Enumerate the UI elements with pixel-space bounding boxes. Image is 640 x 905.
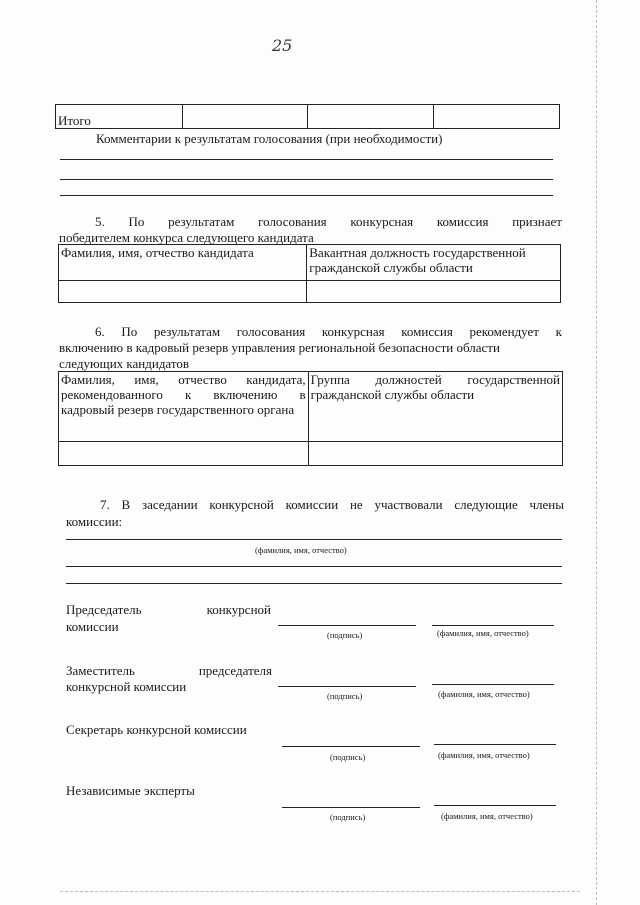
section7-paragraph-line2: комиссии: bbox=[66, 514, 123, 529]
section5-paragraph-line2: победителем конкурса следующего кандидата bbox=[59, 230, 314, 245]
section7-paragraph-line1 bbox=[100, 497, 564, 512]
signature-hint: (подпись) bbox=[330, 752, 366, 762]
absent-member-line bbox=[66, 539, 562, 540]
word: голосования bbox=[258, 214, 327, 229]
comment-line bbox=[60, 159, 553, 160]
winner-position-cell bbox=[307, 281, 561, 303]
absent-member-line bbox=[66, 583, 562, 584]
word: комиссии bbox=[285, 497, 339, 512]
word: По bbox=[121, 324, 138, 339]
word: 6. bbox=[95, 324, 105, 339]
deputy-role-line2: конкурсной комиссии bbox=[66, 679, 187, 694]
word: 7. bbox=[100, 497, 110, 512]
totals-table bbox=[55, 104, 560, 129]
page-number: 25 bbox=[272, 36, 293, 55]
totals-cell bbox=[308, 105, 434, 129]
winner-name-header: Фамилия, имя, отчество кандидата bbox=[59, 245, 307, 281]
word: результатам bbox=[153, 324, 221, 339]
word: члены bbox=[529, 497, 564, 512]
signature-hint: (подпись) bbox=[327, 630, 363, 640]
name-line bbox=[434, 805, 556, 806]
comment-line bbox=[60, 179, 553, 180]
signature-line bbox=[278, 686, 416, 687]
absent-member-line bbox=[66, 566, 562, 567]
deputy-role bbox=[66, 663, 272, 678]
name-line bbox=[432, 684, 554, 685]
totals-label: Итого bbox=[56, 105, 183, 129]
name-line bbox=[434, 744, 556, 745]
name-hint: (фамилия, имя, отчество) bbox=[438, 689, 530, 699]
reserve-group-header: Группа должностей государственной гражданской службы области bbox=[308, 372, 562, 442]
word: голосования bbox=[236, 324, 306, 339]
secretary-role: Секретарь конкурсной комиссии bbox=[66, 722, 247, 737]
experts-role: Независимые эксперты bbox=[66, 783, 195, 798]
totals-cell bbox=[182, 105, 308, 129]
totals-cell bbox=[434, 105, 560, 129]
comment-line bbox=[60, 195, 553, 196]
word: По bbox=[128, 214, 145, 229]
chairman-role bbox=[66, 602, 271, 617]
word: рекомендует bbox=[469, 324, 539, 339]
signature-line bbox=[282, 746, 420, 747]
chairman-role-line2: комиссии bbox=[66, 619, 119, 634]
name-hint: (фамилия, имя, отчество) bbox=[437, 628, 529, 638]
word: конкурсной bbox=[209, 497, 274, 512]
signature-hint: (подпись) bbox=[327, 691, 363, 701]
word: В bbox=[121, 497, 131, 512]
word: комиссия bbox=[401, 324, 453, 339]
word: признает bbox=[512, 214, 562, 229]
word: результатам bbox=[168, 214, 235, 229]
section6-paragraph-line3: следующих кандидатов bbox=[59, 356, 190, 371]
winner-position-header: Вакантная должность государственной гражданской службы области bbox=[307, 245, 561, 281]
reserve-table bbox=[58, 371, 563, 466]
word: следующие bbox=[454, 497, 518, 512]
word: председателя bbox=[198, 663, 272, 678]
word: заседании bbox=[141, 497, 198, 512]
absent-member-hint: (фамилия, имя, отчество) bbox=[255, 545, 347, 555]
reserve-name-cell bbox=[59, 442, 309, 466]
word: комиссия bbox=[436, 214, 489, 229]
word: Председатель bbox=[66, 602, 142, 617]
reserve-group-cell bbox=[308, 442, 562, 466]
winner-name-cell bbox=[59, 281, 307, 303]
winner-table bbox=[58, 244, 561, 303]
signature-line bbox=[282, 807, 420, 808]
name-hint: (фамилия, имя, отчество) bbox=[441, 811, 533, 821]
word: конкурсной bbox=[206, 602, 271, 617]
comments-label: Комментарии к результатам голосования (при необходимости) bbox=[96, 131, 443, 146]
word: участвовали bbox=[374, 497, 443, 512]
word: Заместитель bbox=[66, 663, 135, 678]
scan-bottom-artifact bbox=[60, 891, 580, 892]
word: конкурсная bbox=[321, 324, 385, 339]
signature-line bbox=[278, 625, 416, 626]
name-hint: (фамилия, имя, отчество) bbox=[438, 750, 530, 760]
word: не bbox=[349, 497, 363, 512]
reserve-name-header: Фамилия, имя, отчество кандидата, рекомендованного к включению в кадровый резерв государственного органа bbox=[59, 372, 309, 442]
section6-paragraph-line1 bbox=[95, 324, 562, 339]
word: 5. bbox=[95, 214, 105, 229]
signature-hint: (подпись) bbox=[330, 812, 366, 822]
section6-paragraph-line2: включению в кадровый резерв управления региональной безопасности области bbox=[59, 340, 500, 355]
name-line bbox=[432, 625, 554, 626]
word: конкурсная bbox=[350, 214, 414, 229]
word: к bbox=[555, 324, 562, 339]
section5-paragraph-line1 bbox=[95, 214, 562, 229]
scan-edge-artifact bbox=[596, 0, 597, 905]
